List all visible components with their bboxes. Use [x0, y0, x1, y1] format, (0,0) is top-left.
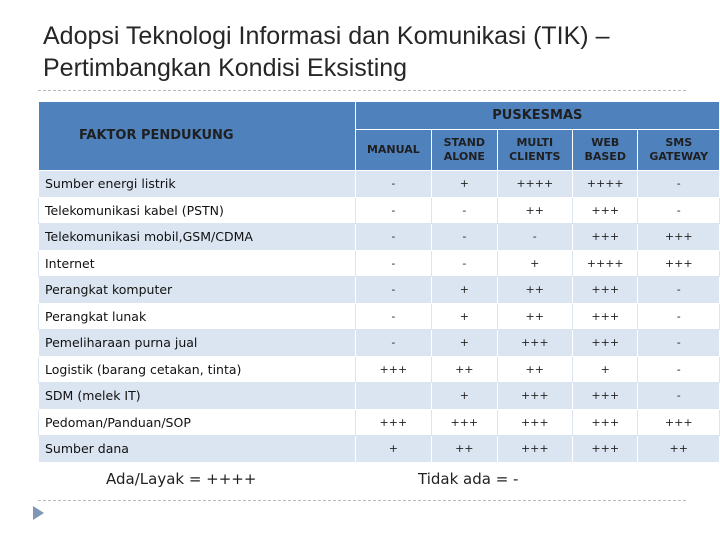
table-cell: +++ [573, 330, 638, 357]
table-cell: - [638, 277, 720, 304]
table-cell: ++++ [497, 171, 572, 198]
row-label: Perangkat lunak [39, 303, 356, 330]
table-cell: +++ [573, 224, 638, 251]
table-cell: +++ [355, 409, 431, 436]
column-header-multi-clients: MULTI CLIENTS [497, 130, 572, 171]
table-row [39, 277, 720, 304]
table-cell: + [432, 330, 497, 357]
table-row [39, 409, 720, 436]
table-cell: - [355, 303, 431, 330]
table-cell: - [355, 330, 431, 357]
table-row [39, 303, 720, 330]
support-factor-table [38, 101, 720, 463]
table-cell: +++ [638, 250, 720, 277]
table-cell: +++ [573, 409, 638, 436]
table-cell: - [432, 224, 497, 251]
table-cell: + [355, 436, 431, 463]
table-cell: +++ [638, 224, 720, 251]
table-cell: ++ [432, 436, 497, 463]
table-cell: - [355, 197, 431, 224]
table-cell: +++ [355, 356, 431, 383]
table-cell: +++ [497, 383, 572, 410]
table-row [39, 197, 720, 224]
table-cell: + [432, 383, 497, 410]
column-header-manual: MANUAL [355, 130, 431, 171]
table-cell: - [432, 250, 497, 277]
group-header: PUSKESMAS [355, 102, 719, 130]
bottom-divider [38, 500, 686, 501]
table-cell [355, 383, 431, 410]
table-row [39, 250, 720, 277]
table-cell: - [355, 250, 431, 277]
table-cell: ++++ [573, 250, 638, 277]
table-cell: ++ [497, 303, 572, 330]
table-cell: +++ [573, 383, 638, 410]
row-label: Internet [39, 250, 356, 277]
table-cell: - [355, 224, 431, 251]
row-label: SDM (melek IT) [39, 383, 356, 410]
table-row [39, 356, 720, 383]
table-cell: + [432, 171, 497, 198]
table-row [39, 330, 720, 357]
table-cell: - [638, 303, 720, 330]
table-row [39, 383, 720, 410]
table-cell: +++ [573, 277, 638, 304]
table-cell: - [355, 277, 431, 304]
table-cell: - [497, 224, 572, 251]
table-cell: + [573, 356, 638, 383]
table-cell: ++ [497, 197, 572, 224]
table-cell: ++++ [573, 171, 638, 198]
column-header-web-based: WEB BASED [573, 130, 638, 171]
table-cell: - [355, 171, 431, 198]
table-cell: + [432, 303, 497, 330]
table-cell: +++ [638, 409, 720, 436]
row-label: Telekomunikasi kabel (PSTN) [39, 197, 356, 224]
corner-header: FAKTOR PENDUKUNG [39, 102, 356, 171]
row-label: Sumber energi listrik [39, 171, 356, 198]
row-label: Perangkat komputer [39, 277, 356, 304]
table-row [39, 224, 720, 251]
column-header-stand-alone: STAND ALONE [432, 130, 497, 171]
table-cell: - [638, 330, 720, 357]
row-label: Pedoman/Panduan/SOP [39, 409, 356, 436]
table-cell: +++ [573, 197, 638, 224]
table-cell: - [638, 383, 720, 410]
table-cell: - [638, 171, 720, 198]
table-cell: - [638, 356, 720, 383]
bullet-arrow-icon [33, 506, 44, 520]
table-cell: +++ [573, 303, 638, 330]
column-header-sms-gateway: SMS GATEWAY [638, 130, 720, 171]
table-cell: +++ [432, 409, 497, 436]
row-label: Sumber dana [39, 436, 356, 463]
table-cell: ++ [638, 436, 720, 463]
table-cell: ++ [497, 356, 572, 383]
table-cell: - [638, 197, 720, 224]
legend-ada-layak: Ada/Layak = ++++ [106, 470, 257, 488]
table-cell: + [497, 250, 572, 277]
table-row [39, 171, 720, 198]
row-label: Pemeliharaan purna jual [39, 330, 356, 357]
table-cell: ++ [432, 356, 497, 383]
table-row [39, 436, 720, 463]
table-cell: +++ [497, 330, 572, 357]
legend-tidak-ada: Tidak ada = - [418, 470, 519, 488]
table-cell: + [432, 277, 497, 304]
table-cell: ++ [497, 277, 572, 304]
row-label: Logistik (barang cetakan, tinta) [39, 356, 356, 383]
table-cell: - [432, 197, 497, 224]
table-cell: +++ [497, 409, 572, 436]
row-label: Telekomunikasi mobil,GSM/CDMA [39, 224, 356, 251]
table-cell: +++ [497, 436, 572, 463]
top-divider [38, 90, 686, 91]
slide-title: Adopsi Teknologi Informasi dan Komunikasi (TIK) – Pertimbangkan Kondisi Eksisting [43, 22, 610, 82]
table-cell: +++ [573, 436, 638, 463]
